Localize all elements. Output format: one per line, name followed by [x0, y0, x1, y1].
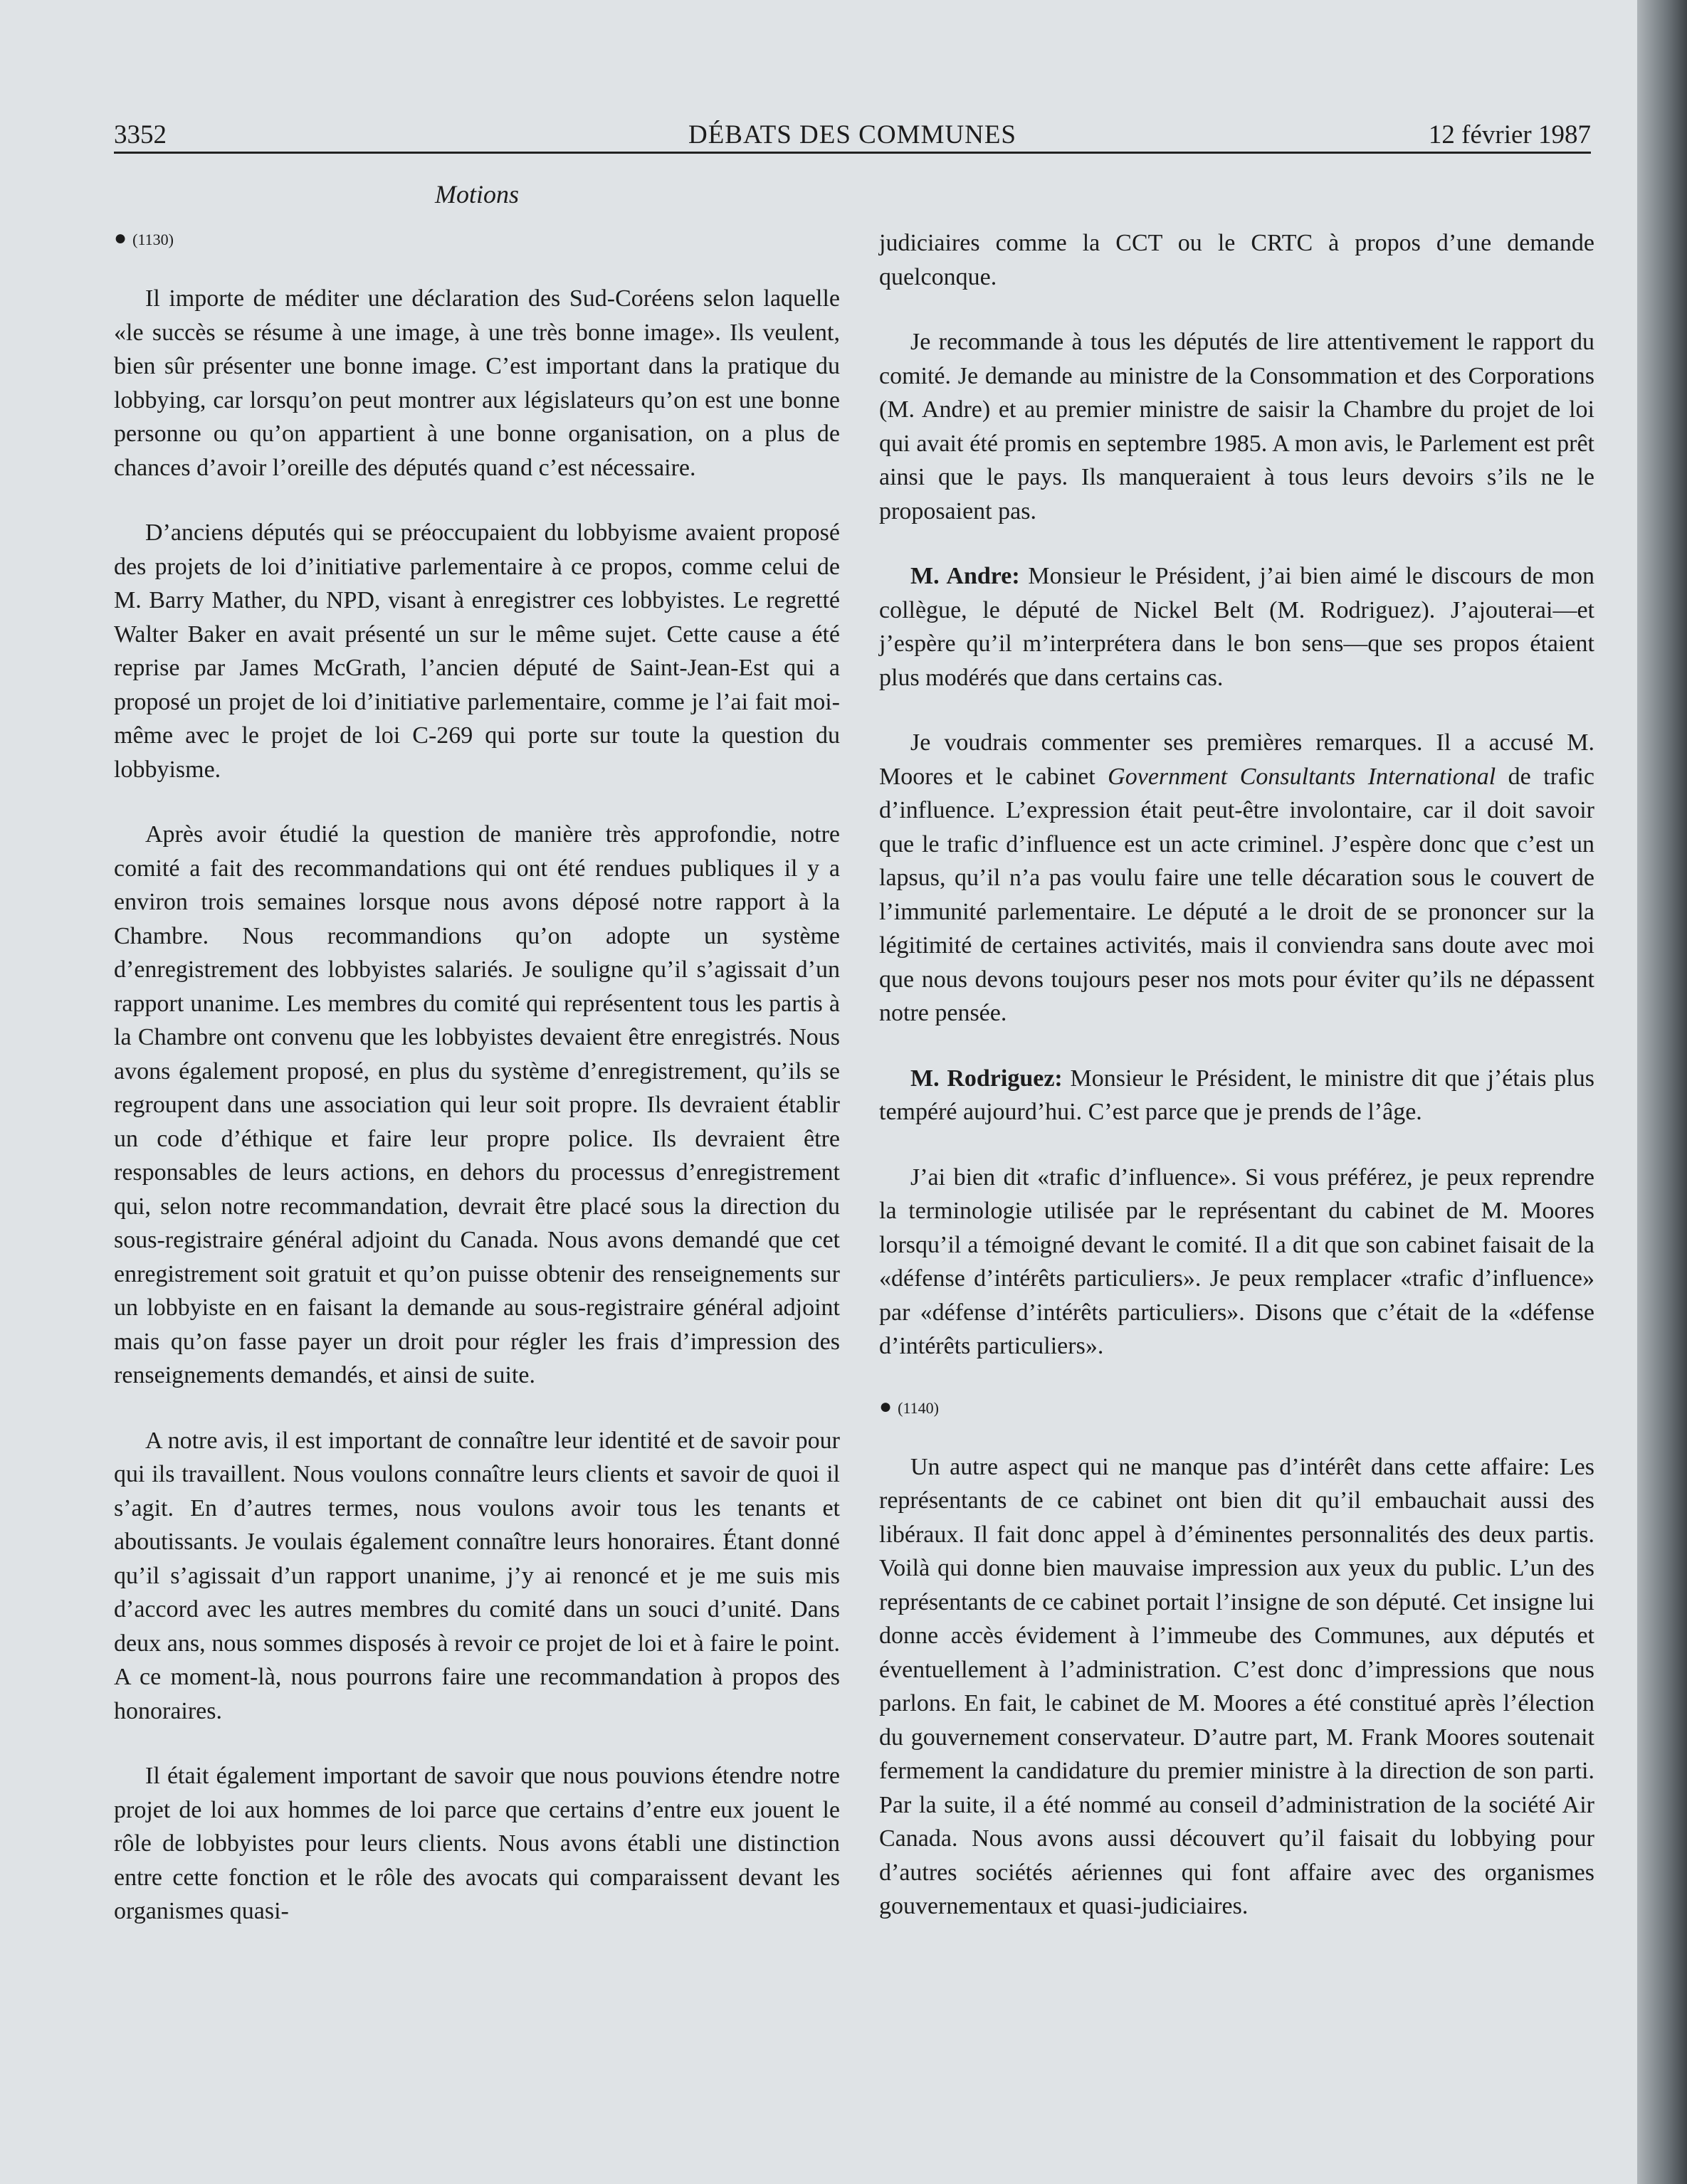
paragraph: Je voudrais commenter ses premières remarques. Il a accusé M. Moores et le cabinet Government Consultants International de trafic d’influence. L’expression était peut-être involontaire, car il doit savoir que le trafic d’influence est un acte criminel. J’espère donc que c’est un lapsus, qu’il n’a pas voulu faire une telle décaration sous le couvert de l’immunité parlementaire. Le député a le droit de se prononcer sur la légitimité de certaines activités, mais il conviendra sans doute avec moi que nous devons toujours peser nos mots pour éviter qu’ils ne dépassent notre pensée. [879, 729, 1595, 1026]
page-header [114, 117, 1591, 154]
publication-date: 12 février 1987 [1428, 120, 1591, 149]
section-title: Motions [434, 180, 519, 209]
page-number: 3352 [114, 120, 167, 149]
paragraph: A notre avis, il est important de connaître leur identité et de savoir pour qui ils travaillent. Nous voulons connaître leurs clients et savoir de quoi il s’agit. En d’autres termes, nous voulons avoir tous les tenants et aboutissants. Je voulais également connaître leurs honoraires. Étant donné qu’il s’agissait d’un rapport unanime, j’y ai renoncé et je me suis mis d’accord avec les autres membres du comité dans un souci d’unité. Dans deux ans, nous sommes disposés à revoir ce projet de loi et à faire le point. A ce moment-là, nous pourrons faire une recommandation à propos des honoraires. [114, 1427, 840, 1724]
time-stamp: ● (1140) [879, 1394, 939, 1418]
paragraph: Après avoir étudié la question de manière très approfondie, notre comité a fait des recommandations qui ont été rendues publiques il y a environ trois semaines lorsque nous avons déposé notre rapport à la Chambre. Nous recommandions qu’on adopte un système d’enregistrement des lobbyistes salariés. Je souligne qu’il s’agissait d’un rapport unanime. Les membres du comité qui représentent tous les partis à la Chambre ont convenu que les lobbyistes devaient être enregistrés. Nous avons également proposé, en plus du système d’enregistrement, qu’ils se regroupent dans une association qui leur soit propre. Ils devraient établir un code d’éthique et faire leur propre police. Ils devraient être responsables de leurs actions, en dehors du processus d’enregistrement qui, selon notre recommandation, devrait être placé sous la direction du sous-registraire général adjoint du Canada. Nous avons demandé que cet enregistrement soit gratuit et qu’on puisse obtenir des renseignements sur un lobbyiste en en faisant la demande au sous-registraire général adjoint mais qu’on fasse payer un droit pour régler les frais d’impression des renseignements demandés, et ainsi de suite. [114, 821, 840, 1388]
book-spine-edge [1637, 0, 1687, 2184]
bullet-icon: ● [879, 1394, 893, 1418]
paragraph: Il importe de méditer une déclaration des Sud-Coréens selon laquelle «le succès se résume à une image, à une très bonne image». Ils veulent, bien sûr présenter une bonne image. C’est important dans la pratique du lobbying, car lorsqu’on peut montrer aux législateurs qu’on est une bonne personne ou qu’on appartient à une bonne organisation, on a plus de chances d’avoir l’oreille des députés quand c’est nécessaire. [114, 285, 840, 481]
time-stamp: ● (1130) [114, 226, 174, 250]
company-name: Government Consultants International [1108, 763, 1496, 790]
bullet-icon: ● [114, 226, 127, 250]
paragraph: Un autre aspect qui ne manque pas d’intérêt dans cette affaire: Les représentants de ce cabinet ont bien dit qu’il embauchait aussi des libéraux. Il fait donc appel à d’éminentes personnalités des deux partis. Voilà qui donne bien mauvaise impression aux yeux du public. L’un des représentants de ce cabinet portait l’insigne de son député. Cet insigne lui donne accès évidement à l’immeube des Communes, aux députés et éventuellement à l’administration. C’est donc d’impressions que nous parlons. En fait, le cabinet de M. Moores a été constitué après l’élection du gouvernement conservateur. D’autre part, M. Frank Moores soutenait fermement la candidature du premier ministre à la direction de son parti. Par la suite, il a été nommé au conseil d’administration de la société Air Canada. Nous avons aussi découvert qu’il faisait du lobbying pour d’autres sociétés aériennes qui font affaire avec des organismes gouvernementaux et quasi-judiciaires. [879, 1453, 1594, 1919]
speaker-name: M. Rodriguez: [910, 1065, 1063, 1092]
speaker-name: M. Andre: [910, 563, 1020, 589]
paragraph: D’anciens députés qui se préoccupaient du lobbyisme avaient proposé des projets de loi d’initiative parlementaire à ce propos, comme celui de M. Barry Mather, du NPD, visant à enregistrer ces lobbyistes. Le regretté Walter Baker en avait présenté un sur le même sujet. Cette cause a été reprise par James McGrath, l’ancien député de Saint-Jean-Est qui a proposé un projet de loi d’initiative parlementaire, comme je l’ai fait moi-même avec le projet de loi C-269 qui porte sur toute la question du lobbyisme. [114, 519, 840, 783]
speech-rodriguez: M. Rodriguez: Monsieur le Président, le ministre dit que j’étais plus tempéré aujourd’hui. C’est parce que je prends de l’âge. [879, 1065, 1594, 1125]
right-column [879, 226, 1594, 1955]
left-column [114, 226, 840, 1960]
paragraph: Il était également important de savoir que nous pouvions étendre notre projet de loi aux hommes de loi parce que certains d’entre eux jouent le rôle de lobbyistes pour leurs clients. Nous avons établi une distinction entre cette fonction et le rôle des avocats qui comparaissent devant les organismes quasi- [114, 1763, 840, 1924]
paragraph: J’ai bien dit «trafic d’influence». Si vous préférez, je peux reprendre la terminologie utilisée par le représentant du cabinet de M. Moores lorsqu’il a témoigné devant le comité. Il a dit que son cabinet faisait de la «défense d’intérêts particuliers». Je peux remplacer «trafic d’influence» par «défense d’intérêts particuliers». Disons que c’était de la «défense d’intérêts particuliers». [879, 1164, 1594, 1359]
speech-andre: M. Andre: Monsieur le Président, j’ai bien aimé le discours de mon collègue, le député de Nickel Belt (M. Rodriguez). J’ajouterai—et j’espère qu’il m’interprétera dans le bon sens—que ses propos étaient plus modérés que dans certains cas. [879, 563, 1594, 691]
paragraph: Je recommande à tous les députés de lire attentivement le rapport du comité. Je demande au ministre de la Consommation et des Corporations (M. Andre) et au premier ministre de saisir la Chambre du projet de loi qui avait été promis en septembre 1985. A mon avis, le Parlement est prêt ainsi que le pays. Ils manqueraient à tous leurs devoirs s’ils ne le proposaient pas. [879, 329, 1594, 524]
continuation-paragraph: judiciaires comme la CCT ou le CRTC à propos d’une demande quelconque. [879, 230, 1594, 290]
publication-title: DÉBATS DES COMMUNES [688, 120, 1016, 149]
